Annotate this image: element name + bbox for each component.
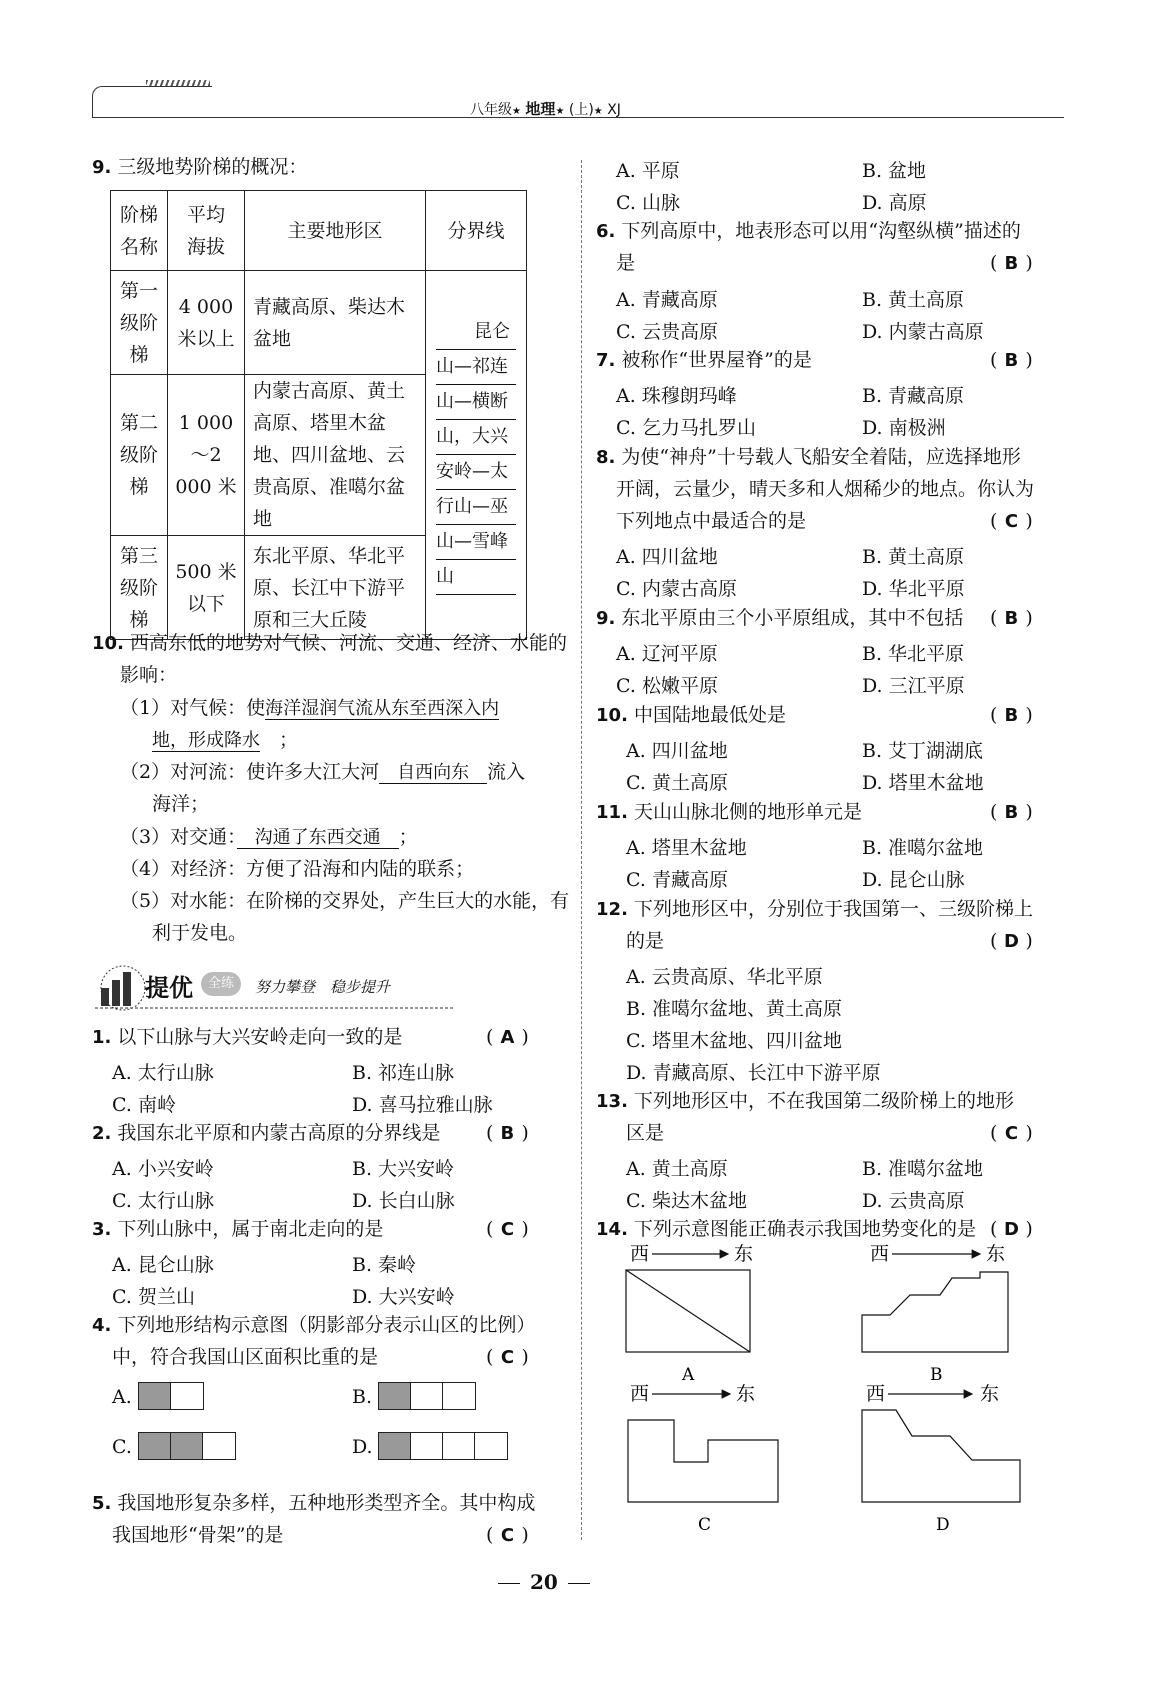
q10-part5-cont: 利于发电。 — [152, 922, 248, 944]
option: C. 松嫩平原 — [616, 675, 718, 697]
option: B. 准噶尔盆地、黄土高原 — [626, 998, 843, 1020]
option: B. 黄土高原 — [862, 546, 965, 568]
rq9-answer: ( B ) — [990, 607, 1033, 629]
option: A. 黄土高原 — [626, 1158, 728, 1180]
option: C. 柴达木盆地 — [626, 1190, 747, 1212]
q9-stem: 9. 三级地势阶梯的概况： — [92, 156, 308, 178]
q2-stem: 2. 我国东北平原和内蒙古高原的分界线是 — [92, 1122, 441, 1144]
rq13-stem: 13. 下列地形区中，不在我国第二级阶梯上的地形 — [596, 1090, 1014, 1112]
table-header: 平均海拔 — [168, 191, 245, 271]
option: D. 塔里木盆地 — [862, 772, 984, 794]
option: D. 云贵高原 — [862, 1190, 965, 1212]
diagram-b — [862, 1243, 1008, 1385]
diagram-option-a — [138, 1382, 204, 1410]
option: A. 昆仑山脉 — [112, 1254, 214, 1276]
option: A. 珠穆朗玛峰 — [616, 385, 737, 407]
q10-part1: （1）对气候：使海洋湿润气流从东至西深入内 — [120, 697, 500, 719]
q5-stem: 5. 我国地形复杂多样，五种地形类型齐全。其中构成 — [92, 1492, 536, 1514]
table-cell: 内蒙古高原、黄土高原、塔里木盆地、四川盆地、云贵高原、准噶尔盆地 — [245, 375, 426, 536]
option: C. 黄土高原 — [626, 772, 728, 794]
rq14-answer: ( D ) — [990, 1218, 1033, 1240]
rq11-stem: 11. 天山山脉北侧的地形单元是 — [596, 801, 862, 823]
option: A. — [112, 1386, 132, 1408]
q4-stem: 4. 下列地形结构示意图（阴影部分表示山区的比例） — [92, 1314, 536, 1336]
rq12-stem-cont: 的是 — [626, 930, 665, 952]
option: B. — [352, 1386, 373, 1408]
svg-text:东: 东 — [734, 1243, 754, 1265]
option: C. 塔里木盆地、四川盆地 — [626, 1030, 842, 1052]
option: C. 南岭 — [112, 1094, 176, 1116]
option: D. 三江平原 — [862, 675, 965, 697]
diagram-option-d — [378, 1432, 508, 1460]
svg-text:西: 西 — [630, 1383, 650, 1405]
option: D. 青藏高原、长江中下游平原 — [626, 1062, 881, 1084]
q6-stem-cont: 是 — [616, 252, 636, 274]
header-rule-top — [132, 86, 212, 87]
banner-title: 优 — [169, 974, 193, 1002]
option: C. 乞力马扎罗山 — [616, 417, 756, 439]
diagram-option-c — [138, 1432, 236, 1460]
terrain-steps-table — [110, 190, 527, 640]
table-cell: 4 000 米以上 — [168, 271, 245, 375]
section-banner — [95, 962, 455, 1012]
header-title: 八年级★ 地理★ (上)★ XJ — [470, 100, 621, 118]
table-cell: 第一级阶梯 — [111, 271, 168, 375]
rq14-stem: 14. 下列示意图能正确表示我国地势变化的是 — [596, 1218, 976, 1240]
rq10-stem: 10. 中国陆地最低处是 — [596, 704, 786, 726]
q1-stem: 1. 以下山脉与大兴安岭走向一致的是 — [92, 1026, 403, 1048]
terrain-profile-diagrams — [600, 1240, 1060, 1540]
option: D. 华北平原 — [862, 578, 965, 600]
option: B. 祁连山脉 — [352, 1062, 455, 1084]
q8-stem: 8. 为使“神舟”十号载人飞船安全着陆，应选择地形 — [596, 446, 1021, 468]
rq10-answer: ( B ) — [990, 704, 1033, 726]
option: C. 内蒙古高原 — [616, 578, 737, 600]
q5-answer: ( C ) — [486, 1524, 529, 1546]
option: B. 青藏高原 — [862, 385, 965, 407]
option: B. 秦岭 — [352, 1254, 417, 1276]
svg-text:A: A — [682, 1365, 695, 1385]
svg-text:西: 西 — [870, 1243, 890, 1265]
option: A. 平原 — [616, 160, 680, 182]
option: D. 长白山脉 — [352, 1190, 455, 1212]
rq9-stem: 9. 东北平原由三个小平原组成，其中不包括 — [596, 607, 964, 629]
q7-answer: ( B ) — [990, 349, 1033, 371]
option: C. 山脉 — [616, 192, 680, 214]
rq12-answer: ( D ) — [990, 930, 1033, 952]
page-number: 20 — [530, 1570, 558, 1594]
table-cell: 第三级阶梯 — [111, 536, 168, 640]
diagram-option-b — [378, 1382, 476, 1410]
footer-dash-left — [498, 1583, 520, 1584]
diagram-c — [628, 1383, 778, 1535]
diagram-a — [626, 1243, 753, 1385]
option: D. 喜马拉雅山脉 — [352, 1094, 493, 1116]
table-cell: 1 000～2 000 米 — [168, 375, 245, 536]
option: A. 太行山脉 — [112, 1062, 214, 1084]
banner-slogan: 努力攀登 稳步提升 — [255, 978, 391, 996]
q10-part2: （2）对河流：使许多大江大河 自西向东 流入 — [120, 761, 526, 783]
table-cell: 东北平原、华北平原、长江中下游平原和三大丘陵 — [245, 536, 426, 640]
option: A. 四川盆地 — [626, 740, 728, 762]
option: B. 准噶尔盆地 — [862, 1158, 984, 1180]
table-cell: 青藏高原、柴达木盆地 — [245, 271, 426, 375]
q4-stem-cont: 中，符合我国山区面积比重的是 — [112, 1346, 379, 1368]
table-cell: 500 米以下 — [168, 536, 245, 640]
q8-answer: ( C ) — [990, 510, 1033, 532]
option: D. 内蒙古高原 — [862, 321, 984, 343]
option: A. 青藏高原 — [616, 289, 718, 311]
q3-answer: ( C ) — [486, 1218, 529, 1240]
q10-part3: （3）对交通： 沟通了东西交通 ； — [120, 826, 418, 848]
footer-dash-right — [568, 1583, 590, 1584]
q5-stem-cont: 我国地形“骨架”的是 — [112, 1524, 284, 1546]
option: C. 太行山脉 — [112, 1190, 214, 1212]
svg-text:B: B — [930, 1365, 943, 1385]
question-number: 9 — [92, 157, 105, 178]
banner-title: 提 — [145, 974, 169, 1002]
rq11-answer: ( B ) — [990, 801, 1033, 823]
option: A. 塔里木盆地 — [626, 837, 747, 859]
header-grade: 八年级 — [470, 102, 512, 118]
banner-badge: 全练 — [201, 972, 241, 996]
q10-stem: 10. 西高东低的地势对气候、河流、交通、经济、水能的 — [92, 632, 567, 654]
option: A. 四川盆地 — [616, 546, 718, 568]
option: B. 华北平原 — [862, 643, 965, 665]
rq13-answer: ( C ) — [990, 1122, 1033, 1144]
table-header: 主要地形区 — [245, 191, 426, 271]
option: B. 盆地 — [862, 160, 927, 182]
option: A. 云贵高原、华北平原 — [626, 966, 823, 988]
svg-text:东: 东 — [736, 1383, 756, 1405]
q6-answer: ( B ) — [990, 252, 1033, 274]
q2-answer: ( B ) — [486, 1122, 529, 1144]
svg-text:C: C — [698, 1515, 712, 1535]
q1-answer: ( A ) — [486, 1026, 529, 1048]
option: C. 青藏高原 — [626, 869, 728, 891]
column-divider — [581, 160, 582, 1540]
q7-stem: 7. 被称作“世界屋脊”的是 — [596, 349, 812, 371]
option: C. — [112, 1436, 132, 1458]
q10-stem-cont: 影响： — [120, 664, 178, 686]
header-edition: XJ — [607, 102, 621, 118]
table-header: 阶梯名称 — [111, 191, 168, 271]
rq13-stem-cont: 区是 — [626, 1122, 665, 1144]
option: D. 南极洲 — [862, 417, 946, 439]
option: C. 贺兰山 — [112, 1286, 195, 1308]
boundary-answer: 昆仑 山—祁连 山—横断 山，大兴 安岭—太 行山—巫 山—雪峰 山 — [426, 271, 527, 640]
option: A. 辽河平原 — [616, 643, 718, 665]
q6-stem: 6. 下列高原中，地表形态可以用“沟壑纵横”描述的 — [596, 220, 1021, 242]
option: D. — [352, 1436, 373, 1458]
diagram-d — [862, 1383, 1020, 1535]
q3-stem: 3. 下列山脉中，属于南北走向的是 — [92, 1218, 384, 1240]
q10-part2-cont: 海洋； — [152, 793, 210, 815]
table-cell: 第二级阶梯 — [111, 375, 168, 536]
header-corner — [92, 86, 133, 118]
option: C. 云贵高原 — [616, 321, 718, 343]
q10-part5: （5）对水能：在阶梯的交界处，产生巨大的水能，有 — [120, 890, 570, 912]
q10-part4: （4）对经济：方便了沿海和内陆的联系； — [120, 858, 475, 880]
svg-text:东: 东 — [980, 1383, 1000, 1405]
table-header: 分界线 — [426, 191, 527, 271]
svg-text:西: 西 — [866, 1383, 886, 1405]
header-subject: 地理 — [525, 100, 556, 118]
q10-part1-cont: 地，形成降水 ； — [152, 729, 299, 751]
option: B. 大兴安岭 — [352, 1158, 455, 1180]
header-volume: (上) — [568, 102, 594, 118]
svg-text:D: D — [936, 1515, 950, 1535]
option: D. 高原 — [862, 192, 927, 214]
rq12-stem: 12. 下列地形区中，分别位于我国第一、三级阶梯上 — [596, 898, 1033, 920]
q8-stem-cont: 下列地点中最适合的是 — [616, 510, 807, 532]
svg-text:东: 东 — [986, 1243, 1006, 1265]
option: B. 艾丁湖湖底 — [862, 740, 984, 762]
q4-answer: ( C ) — [486, 1346, 529, 1368]
option: D. 昆仑山脉 — [862, 869, 965, 891]
svg-text:西: 西 — [630, 1243, 650, 1265]
option: D. 大兴安岭 — [352, 1286, 455, 1308]
option: A. 小兴安岭 — [112, 1158, 214, 1180]
q8-stem-cont: 开阔，云量少，晴天多和人烟稀少的地点。你认为 — [616, 478, 1035, 500]
question-text: 三级地势阶梯的概况： — [117, 156, 308, 178]
option: B. 准噶尔盆地 — [862, 837, 984, 859]
option: B. 黄土高原 — [862, 289, 965, 311]
